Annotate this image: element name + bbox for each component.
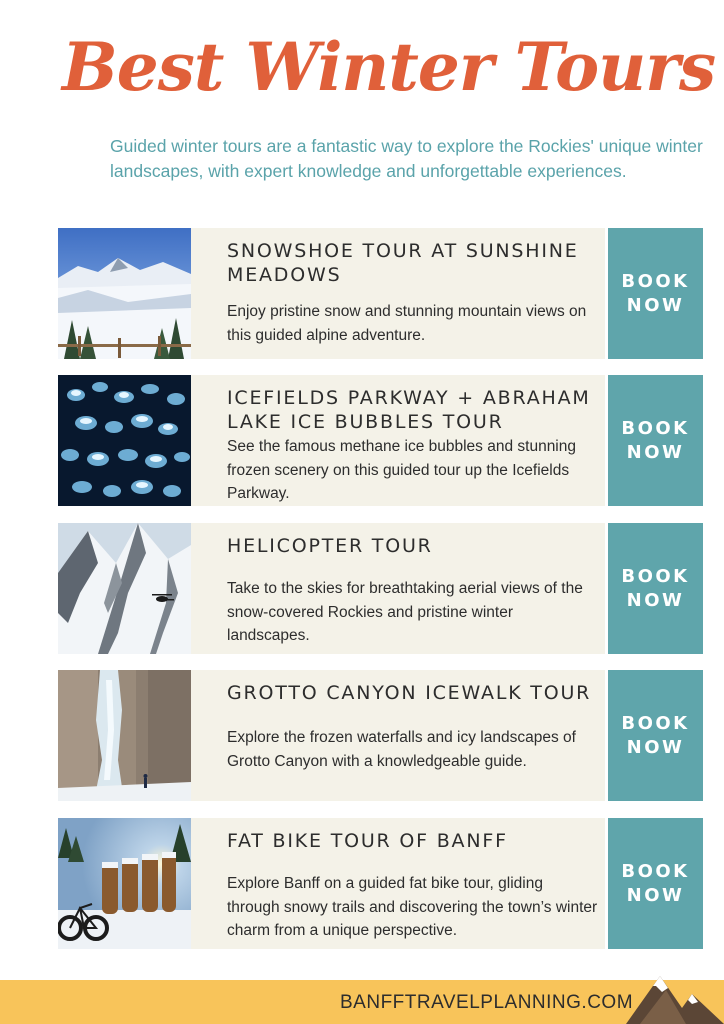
book-label: BOOK bbox=[621, 860, 690, 882]
now-label: NOW bbox=[626, 736, 685, 758]
book-label: BOOK bbox=[621, 270, 690, 292]
book-label: BOOK bbox=[621, 565, 690, 587]
now-label: NOW bbox=[626, 441, 685, 463]
tour-description: Enjoy pristine snow and stunning mountain views on this guided alpine adventure. bbox=[227, 303, 587, 344]
tour-title: SNOWSHOE TOUR AT SUNSHINE MEADOWS bbox=[227, 240, 579, 286]
tour-description: See the famous methane ice bubbles and stunning frozen scenery on this guided tour up the Icefields Parkway. bbox=[227, 438, 576, 502]
tour-card-helicopter bbox=[58, 523, 703, 654]
book-now-button[interactable] bbox=[608, 670, 703, 801]
tour-photo-ice-bubbles bbox=[58, 375, 191, 506]
page-title: Best Winter Tours bbox=[62, 28, 716, 106]
now-label: NOW bbox=[626, 884, 685, 906]
tour-info-panel bbox=[191, 818, 605, 949]
tour-photo-fat-bike bbox=[58, 818, 191, 949]
book-now-button[interactable] bbox=[608, 818, 703, 949]
tour-photo-snowshoe bbox=[58, 228, 191, 359]
tour-title: GROTTO CANYON ICEWALK TOUR bbox=[227, 682, 592, 704]
now-label: NOW bbox=[626, 294, 685, 316]
mountain-logo-icon bbox=[626, 968, 724, 1024]
tour-title: FAT BIKE TOUR OF BANFF bbox=[227, 830, 508, 852]
book-label: BOOK bbox=[621, 417, 690, 439]
book-now-button[interactable] bbox=[608, 228, 703, 359]
tour-title: ICEFIELDS PARKWAY + ABRAHAM LAKE ICE BUBBLES TOUR bbox=[227, 387, 591, 433]
footer-bar bbox=[0, 980, 724, 1024]
tour-photo-grotto-canyon bbox=[58, 670, 191, 801]
tour-description: Explore the frozen waterfalls and icy landscapes of Grotto Canyon with a knowledgeable guide. bbox=[227, 729, 576, 770]
tour-description: Explore Banff on a guided fat bike tour, gliding through snowy trails and discovering the town’s winter charm from a unique perspective. bbox=[227, 875, 598, 939]
tour-title: HELICOPTER TOUR bbox=[227, 535, 433, 557]
tour-info-panel bbox=[191, 228, 605, 359]
tour-card-grotto-canyon bbox=[58, 670, 703, 801]
tour-photo-helicopter bbox=[58, 523, 191, 654]
tour-card-ice-bubbles bbox=[58, 375, 703, 506]
tour-card-snowshoe bbox=[58, 228, 703, 359]
tour-info-panel bbox=[191, 523, 605, 654]
book-label: BOOK bbox=[621, 712, 690, 734]
footer-site-link[interactable]: BANFFTRAVELPLANNING.COM bbox=[340, 992, 634, 1013]
tour-description: Take to the skies for breathtaking aerial views of the snow-covered Rockies and pristine winter landscapes. bbox=[227, 580, 583, 644]
book-now-button[interactable] bbox=[608, 523, 703, 654]
intro-text: Guided winter tours are a fantastic way to explore the Rockies' unique winter landscapes, with expert knowledge and unforgettable experiences. bbox=[110, 136, 703, 181]
tour-info-panel bbox=[191, 375, 605, 506]
book-now-button[interactable] bbox=[608, 375, 703, 506]
tour-card-fat-bike bbox=[58, 818, 703, 949]
tour-info-panel bbox=[191, 670, 605, 801]
now-label: NOW bbox=[626, 589, 685, 611]
